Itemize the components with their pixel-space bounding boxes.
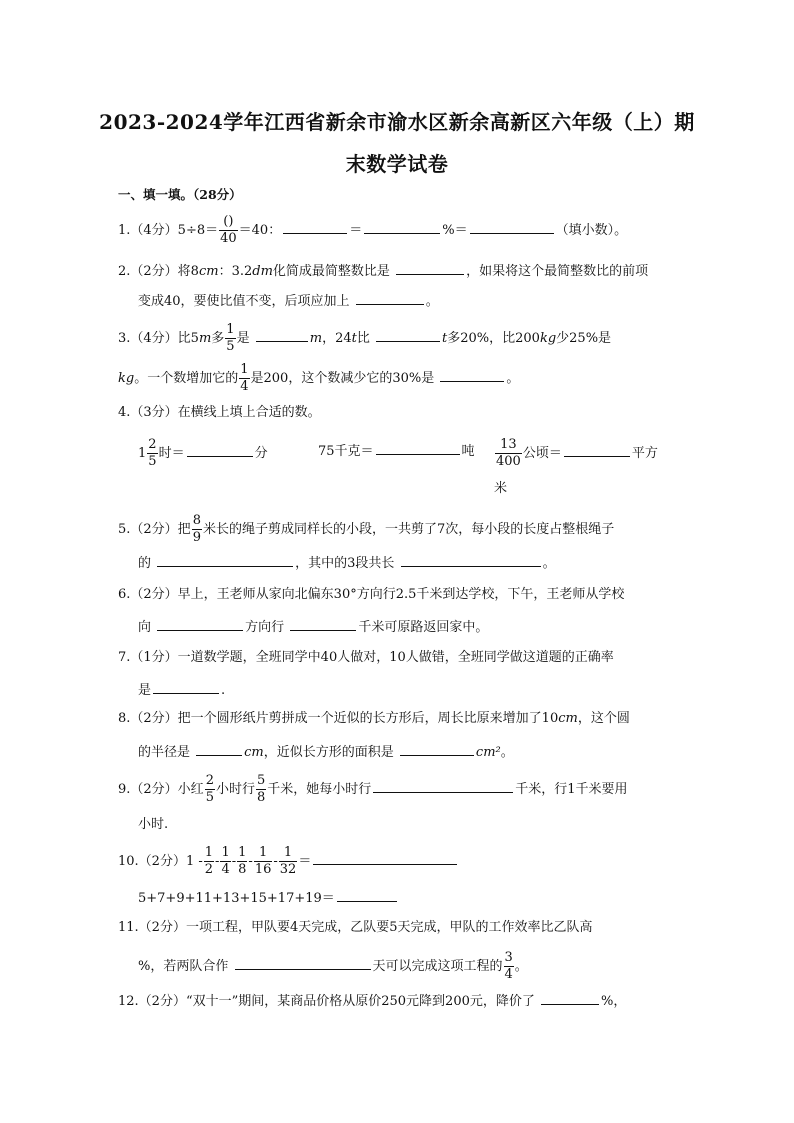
- answer-blank[interactable]: [373, 778, 513, 793]
- question-2: 2.（2分）将8cm：3.2dm化简成最简整数比是 ，如果将这个最简整数比的前项: [118, 260, 648, 282]
- answer-blank[interactable]: [364, 219, 440, 234]
- answer-blank[interactable]: [376, 327, 440, 342]
- question-4-part-b: 75千克＝ 吨: [318, 440, 475, 462]
- answer-blank[interactable]: [470, 219, 554, 234]
- answer-blank[interactable]: [283, 219, 347, 234]
- question-4-part-c: $\frac{13}{400}$ 公顷＝ 平方: [496, 437, 658, 469]
- question-9-line2: 小时.: [138, 817, 169, 832]
- fraction: $\frac{2}{5}$: [148, 437, 157, 469]
- answer-blank[interactable]: [187, 442, 253, 457]
- question-5: 5.（2分）把 $\frac{8}{9}$ 米长的绳子剪成同样长的小段，一共剪了7次，每小段的长度占整根绳子: [118, 513, 615, 545]
- fraction: $\frac{1}{8}$: [238, 845, 247, 877]
- answer-blank[interactable]: [157, 616, 243, 631]
- question-10: 10.（2分）1 - $\frac{1}{2}$ - $\frac{1}{4}$ - $\frac{1}{8}$ - $\frac{1}{16}$ - $\frac{1}{32}$ ＝: [118, 845, 459, 878]
- question-2-line2: 变成40，要使比值不变，后项应加上 。: [138, 290, 439, 312]
- answer-blank[interactable]: [356, 290, 424, 305]
- question-8-line2: 的半径是 cm，近似长方形的面积是 cm²。: [138, 741, 514, 763]
- fraction: $\frac{1}{4}$: [221, 845, 230, 877]
- question-3: 3.（4分）比5m多 $\frac{1}{5}$ 是 m，24t比 t多20%，比200kg少25%是: [118, 322, 612, 354]
- answer-blank[interactable]: [153, 679, 219, 694]
- question-7: 7.（1分）一道数学题，全班同学中40人做对，10人做错，全班同学做这道题的正确率: [118, 650, 614, 665]
- question-6: 6.（2分）早上，王老师从家向北偏东30°方向行2.5千米到达学校，下午，王老师从学校: [118, 587, 625, 602]
- fraction: $\frac{2}{5}$: [205, 773, 214, 805]
- question-5-line2: 的 ，其中的3段共长 。: [138, 552, 556, 574]
- answer-blank[interactable]: [376, 440, 460, 455]
- question-7-line2: 是 .: [138, 679, 225, 701]
- answer-blank[interactable]: [401, 552, 541, 567]
- fraction: $\frac{3}{4}$: [504, 950, 513, 982]
- answer-blank[interactable]: [400, 741, 474, 756]
- question-4-unit: 米: [494, 481, 508, 496]
- fraction: $\frac{8}{9}$: [192, 513, 201, 545]
- question-4: 4.（3分）在横线上填上合适的数。: [118, 405, 321, 420]
- question-9: 9.（2分）小红 $\frac{2}{5}$ 小时行 $\frac{5}{8}$ 千米，她每小时行 千米，行1千米要用: [118, 773, 628, 805]
- answer-blank[interactable]: [541, 990, 599, 1005]
- fraction: $\frac{()}{40}$: [220, 214, 237, 246]
- question-10-line2: 5+7+9+11+13+15+17+19＝: [138, 887, 399, 909]
- answer-blank[interactable]: [235, 955, 371, 970]
- question-11: 11.（2分）一项工程，甲队要4天完成，乙队要5天完成，甲队的工作效率比乙队高: [118, 920, 593, 935]
- fraction: $\frac{1}{32}$: [279, 845, 297, 877]
- answer-blank[interactable]: [290, 616, 356, 631]
- answer-blank[interactable]: [256, 327, 308, 342]
- answer-blank[interactable]: [440, 367, 504, 382]
- question-8: 8.（2分）把一个圆形纸片剪拼成一个近似的长方形后，周长比原来增加了10cm，这个圆: [118, 711, 630, 726]
- question-12: 12.（2分）“双十一”期间，某商品价格从原价250元降到200元，降价了 %，: [118, 990, 626, 1012]
- fraction: $\frac{1}{2}$: [204, 845, 214, 877]
- section-heading: 一、填一填。（28分）: [118, 187, 242, 202]
- question-6-line2: 向 方向行 千米可原路返回家中。: [138, 616, 488, 638]
- answer-blank[interactable]: [564, 442, 630, 457]
- answer-blank[interactable]: [337, 887, 397, 902]
- question-4-part-a: 1 $\frac{2}{5}$ 时＝ 分: [138, 437, 268, 469]
- answer-blank[interactable]: [313, 850, 457, 865]
- fraction: $\frac{1}{4}$: [240, 362, 249, 394]
- fraction: $\frac{13}{400}$: [496, 437, 521, 469]
- question-1: 1.（4分）5÷8＝ $\frac{()}{40}$ ＝40： ＝ %＝ （填小数）。: [118, 214, 628, 246]
- page-title: 2023-2024学年江西省新余市渝水区新余高新区六年级（上）期: [99, 110, 695, 134]
- page-title-line2: 末数学试卷: [345, 152, 449, 176]
- fraction: $\frac{1}{16}$: [254, 845, 272, 877]
- answer-blank[interactable]: [396, 260, 464, 275]
- question-11-line2: %，若两队合作 天可以完成这项工程的 $\frac{3}{4}$ 。: [138, 950, 528, 982]
- answer-blank[interactable]: [157, 552, 293, 567]
- question-3-line2: kg。一个数增加它的 $\frac{1}{4}$ 是200，这个数减少它的30%是 。: [118, 362, 520, 394]
- answer-blank[interactable]: [196, 741, 242, 756]
- fraction: $\frac{5}{8}$: [256, 773, 266, 805]
- fraction: $\frac{1}{5}$: [226, 322, 235, 354]
